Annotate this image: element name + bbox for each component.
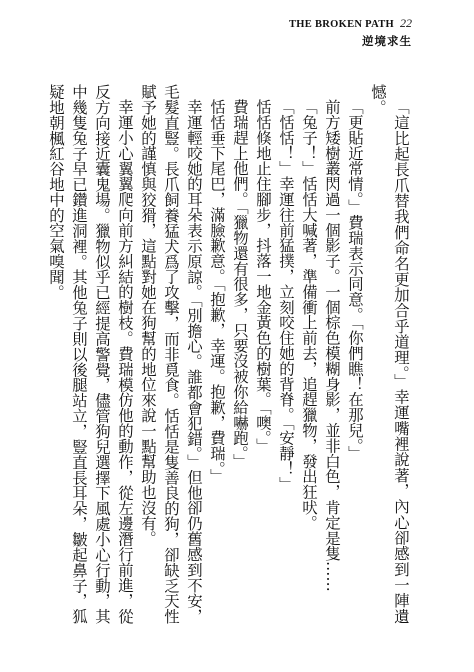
book-title: THE BROKEN PATH [288,19,394,30]
paragraph-5: 「恬恬！」幸運往前猛撲，立刻咬住她的背脊。「安靜！」 [277,99,295,493]
paragraph-10: 幸運小心翼翼爬向前方糾結的樹枝。費瑞模仿他的動作，從左邊潛行前進，從反方向接近囊鬼場。獵物似乎已經提高警覺，儘管狗兒選擇下風處小心行動，其中幾隻兔子早已鑽進洞裡。其他兔子則以後腿站立，豎直長耳朵，皺起鼻子，狐疑地朝楓紅谷地中的空氣嗅聞。 [47,84,134,624]
body-text [44,84,412,624]
paragraph-8: 恬恬垂下尾巴，滿臉歉意。「抱歉，幸運。抱歉，費瑞。」 [208,99,226,485]
paragraph-7: 費瑞趕上他們。「獵物還有很多，只要沒被你給嚇跑。」 [231,99,249,469]
paragraph-3: 前方矮樹叢閃過一個影子。一個棕色模糊身影，並非白色，肯定是隻…… [323,99,341,593]
paragraph-4: 「兔子！」恬恬大喊著，準備衝上前去，追趕獵物，發出狂吠。 [300,99,318,531]
paragraph-6: 恬恬倏地止住腳步，抖落一地金黃色的樹葉。「噢。」 [254,99,272,454]
page-number: 22 [400,16,412,30]
paragraph-9: 幸運輕咬她的耳朵表示原諒。「別擔心。誰都會犯錯。」但他卻仍舊感到不安，毛髮直豎。長爪飼養猛犬爲了攻擊，而非覓食。恬恬是隻善良的狗，卻缺乏天性賦予她的謹慎與狡猾，這點對她在狗幫的地位來說一點幫助也沒有。 [139,84,203,624]
chapter-title: 逆境求生 [362,34,412,48]
paragraph-1: 「這比起長爪替我們命名更加合乎道理。」幸運嘴裡說著，內心卻感到一陣遺憾。 [369,84,410,624]
running-head [289,16,412,31]
page-header [289,16,412,49]
paragraph-2: 「更貼近常情。」費瑞表示同意。「你們瞧！在那兒。」 [346,99,364,462]
